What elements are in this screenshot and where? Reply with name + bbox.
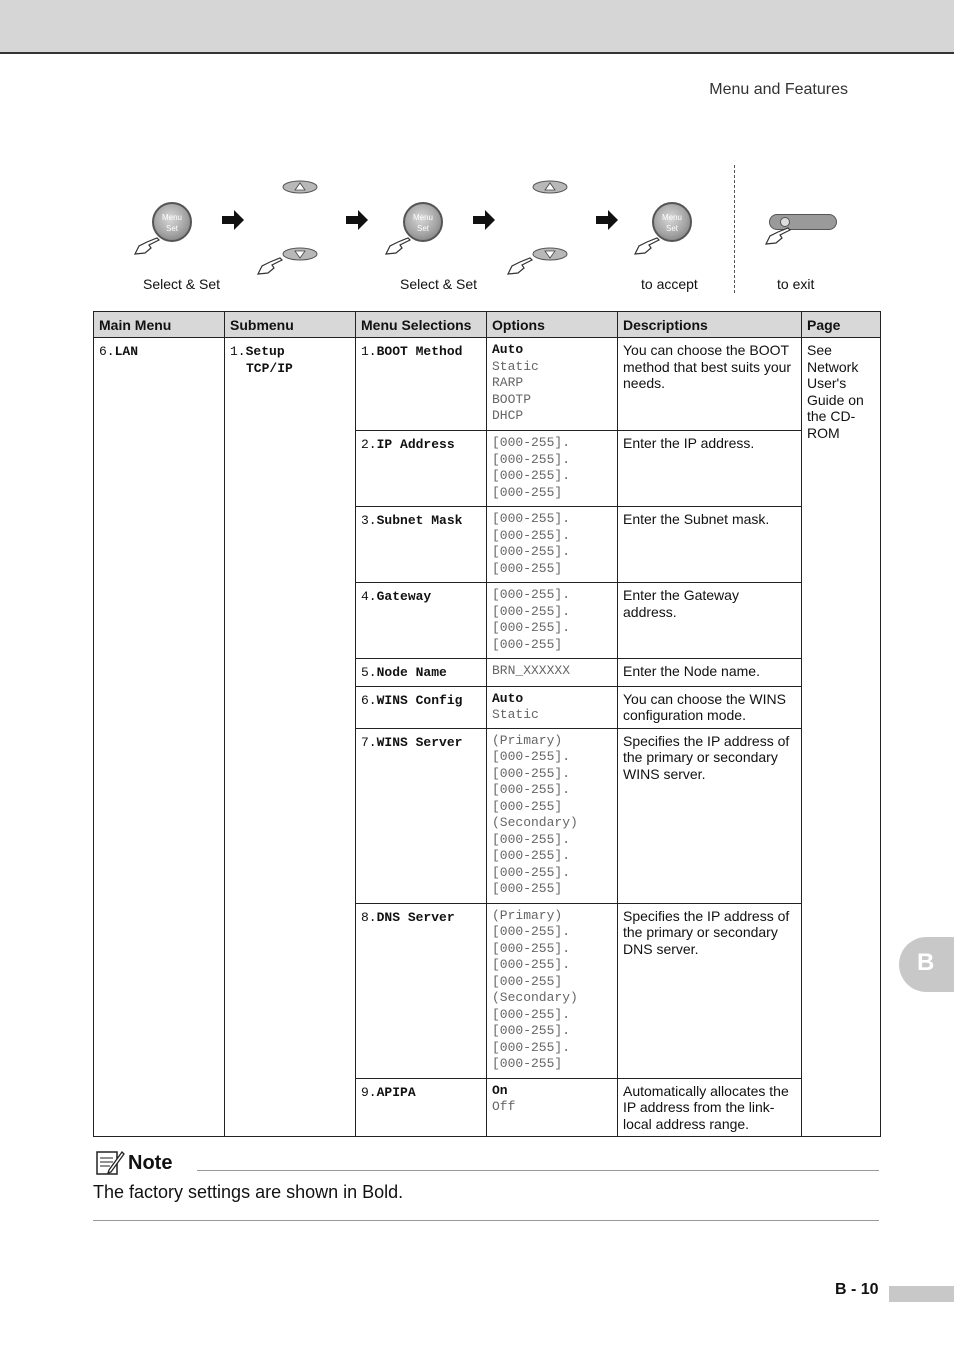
description-cell: Enter the Node name. bbox=[618, 659, 802, 687]
col-header-descriptions: Descriptions bbox=[618, 312, 802, 338]
label-to-accept: to accept bbox=[641, 276, 698, 292]
top-banner bbox=[0, 0, 954, 54]
option-value: (Secondary) bbox=[492, 815, 578, 830]
options-cell bbox=[487, 338, 618, 431]
options-cell bbox=[487, 507, 618, 583]
option-value: [000-255]. bbox=[492, 749, 571, 764]
option-value: [000-255]. bbox=[492, 848, 571, 863]
option-value: [000-255]. bbox=[492, 527, 571, 543]
selection-label: WINS Server bbox=[376, 734, 463, 750]
option-value: [000-255] bbox=[492, 973, 563, 989]
up-arrow-key-icon bbox=[282, 180, 318, 194]
option-value: (Secondary) bbox=[492, 990, 578, 1005]
option-value: [000-255]. bbox=[492, 511, 571, 526]
down-arrow-key-icon bbox=[532, 247, 568, 261]
page-reference-cell: See Network User's Guide on the CD-ROM bbox=[802, 338, 881, 1137]
option-value: [000-255]. bbox=[492, 468, 571, 483]
option-value: [000-255]. bbox=[492, 603, 571, 619]
table-row bbox=[94, 338, 881, 431]
selection-label: IP Address bbox=[376, 437, 455, 452]
main-menu-label: LAN bbox=[114, 344, 139, 359]
note-pencil-icon bbox=[95, 1148, 125, 1176]
right-arrow-icon bbox=[473, 210, 495, 230]
option-value: (Primary) bbox=[492, 907, 563, 923]
description-cell: Specifies the IP address of the primary or secondary DNS server. bbox=[618, 903, 802, 1078]
col-header-submenu: Submenu bbox=[225, 312, 356, 338]
option-value: BRN_XXXXXX bbox=[492, 663, 571, 678]
menu-label: Menu bbox=[161, 213, 182, 222]
navigation-diagram bbox=[0, 160, 954, 300]
selection-number: 7. bbox=[361, 734, 377, 750]
option-value: Auto bbox=[492, 690, 524, 706]
description-cell: Enter the Subnet mask. bbox=[618, 507, 802, 583]
selection-number: 8. bbox=[361, 909, 377, 925]
selection-cell bbox=[356, 659, 487, 687]
col-header-page: Page bbox=[802, 312, 881, 338]
appendix-tab bbox=[899, 937, 954, 992]
options-cell bbox=[487, 583, 618, 659]
selection-label: APIPA bbox=[376, 1084, 416, 1100]
option-value: [000-255]. bbox=[492, 765, 571, 781]
option-value: [000-255]. bbox=[492, 451, 571, 467]
option-value: [000-255]. bbox=[492, 782, 571, 797]
options-cell bbox=[487, 903, 618, 1078]
right-arrow-icon bbox=[596, 210, 618, 230]
set-label: Set bbox=[665, 224, 678, 233]
selection-cell bbox=[356, 431, 487, 507]
selection-cell bbox=[356, 1078, 487, 1137]
options-cell bbox=[487, 431, 618, 507]
submenu-label-2: TCP/IP bbox=[246, 360, 293, 376]
selection-cell bbox=[356, 583, 487, 659]
option-value: [000-255] bbox=[492, 484, 563, 500]
note-bottom-divider bbox=[93, 1220, 879, 1221]
option-value: [000-255]. bbox=[492, 1023, 571, 1038]
selection-number: 9. bbox=[361, 1084, 377, 1100]
selection-number: 5. bbox=[361, 665, 377, 680]
option-value: [000-255]. bbox=[492, 864, 571, 880]
label-select-set: Select & Set bbox=[400, 276, 478, 292]
description-cell: Enter the Gateway address. bbox=[618, 583, 802, 659]
col-header-menu-selections: Menu Selections bbox=[356, 312, 487, 338]
option-value: [000-255]. bbox=[492, 435, 571, 450]
submenu-number: 1. bbox=[230, 344, 246, 359]
menu-label: Menu bbox=[412, 213, 433, 222]
pointing-hand-icon bbox=[633, 234, 661, 256]
right-arrow-icon bbox=[222, 210, 244, 230]
selection-label: Subnet Mask bbox=[376, 513, 463, 528]
submenu-label-1: Setup bbox=[245, 344, 285, 359]
option-value: Auto bbox=[492, 342, 524, 357]
up-arrow-key-icon bbox=[532, 180, 568, 194]
option-value: [000-255] bbox=[492, 881, 563, 896]
option-value: [000-255]. bbox=[492, 1006, 571, 1022]
option-value: BOOTP bbox=[492, 391, 532, 407]
label-select-set: Select & Set bbox=[143, 276, 221, 292]
pointing-hand-icon bbox=[133, 234, 161, 256]
description-cell: Automatically allocates the IP address from the link-local address range. bbox=[618, 1078, 802, 1137]
note-title: Note bbox=[128, 1152, 173, 1174]
selection-number: 4. bbox=[361, 589, 377, 604]
option-value: [000-255] bbox=[492, 636, 563, 652]
option-value: [000-255] bbox=[492, 560, 563, 576]
selection-cell bbox=[356, 686, 487, 728]
selection-number: 6. bbox=[361, 692, 377, 708]
set-label: Set bbox=[416, 224, 429, 233]
col-header-options: Options bbox=[487, 312, 618, 338]
selection-cell bbox=[356, 728, 487, 903]
selection-cell bbox=[356, 903, 487, 1078]
option-value: [000-255]. bbox=[492, 587, 571, 602]
submenu-cell bbox=[225, 338, 356, 1137]
option-value: [000-255] bbox=[492, 1056, 563, 1071]
pointing-hand-icon bbox=[384, 234, 412, 256]
option-value: [000-255] bbox=[492, 798, 563, 814]
option-value: Off bbox=[492, 1099, 516, 1114]
appendix-tab-letter: B bbox=[917, 949, 935, 976]
options-cell bbox=[487, 659, 618, 687]
label-to-exit: to exit bbox=[777, 276, 815, 292]
selection-label: Gateway bbox=[376, 589, 432, 604]
pointing-hand-icon bbox=[256, 254, 284, 276]
selection-label: BOOT Method bbox=[376, 344, 463, 359]
option-value: [000-255]. bbox=[492, 544, 571, 559]
set-label: Set bbox=[165, 224, 178, 233]
description-cell: You can choose the BOOT method that best suits your needs. bbox=[618, 338, 802, 431]
options-cell bbox=[487, 1078, 618, 1137]
main-menu-number: 6. bbox=[99, 344, 115, 359]
selection-label: WINS Config bbox=[376, 692, 463, 708]
col-header-main-menu: Main Menu bbox=[94, 312, 225, 338]
selection-number: 2. bbox=[361, 437, 377, 452]
option-value: [000-255]. bbox=[492, 831, 571, 847]
menu-label: Menu bbox=[661, 213, 682, 222]
description-cell: You can choose the WINS configuration mode. bbox=[618, 686, 802, 728]
option-value: (Primary) bbox=[492, 732, 563, 748]
main-menu-cell bbox=[94, 338, 225, 1137]
note-divider bbox=[197, 1170, 879, 1171]
table-header-row bbox=[94, 312, 881, 338]
pointing-hand-icon bbox=[506, 254, 534, 276]
option-value: [000-255]. bbox=[492, 940, 571, 956]
pointing-hand-icon bbox=[764, 224, 792, 246]
option-value: Static bbox=[492, 707, 539, 722]
page-number: B - 10 bbox=[835, 1281, 879, 1298]
option-value: [000-255]. bbox=[492, 957, 571, 972]
note-text: The factory settings are shown in Bold. bbox=[93, 1182, 404, 1202]
option-value: DHCP bbox=[492, 408, 524, 423]
options-cell bbox=[487, 728, 618, 903]
option-value: On bbox=[492, 1082, 508, 1098]
option-value: [000-255]. bbox=[492, 620, 571, 635]
options-cell bbox=[487, 686, 618, 728]
selection-cell bbox=[356, 507, 487, 583]
right-arrow-icon bbox=[346, 210, 368, 230]
selection-cell bbox=[356, 338, 487, 431]
divider-dashed bbox=[734, 165, 735, 293]
section-title: Menu and Features bbox=[709, 81, 848, 98]
selection-number: 3. bbox=[361, 513, 377, 528]
option-value: [000-255]. bbox=[492, 1039, 571, 1055]
selection-number: 1. bbox=[361, 344, 377, 359]
down-arrow-key-icon bbox=[282, 247, 318, 261]
description-cell: Specifies the IP address of the primary or secondary WINS server. bbox=[618, 728, 802, 903]
description-cell: Enter the IP address. bbox=[618, 431, 802, 507]
option-value: RARP bbox=[492, 375, 524, 390]
menu-table bbox=[93, 311, 881, 1137]
page-number-bar bbox=[889, 1286, 954, 1302]
option-value: Static bbox=[492, 358, 539, 374]
selection-label: DNS Server bbox=[376, 909, 455, 925]
option-value: [000-255]. bbox=[492, 924, 571, 939]
selection-label: Node Name bbox=[376, 665, 447, 680]
